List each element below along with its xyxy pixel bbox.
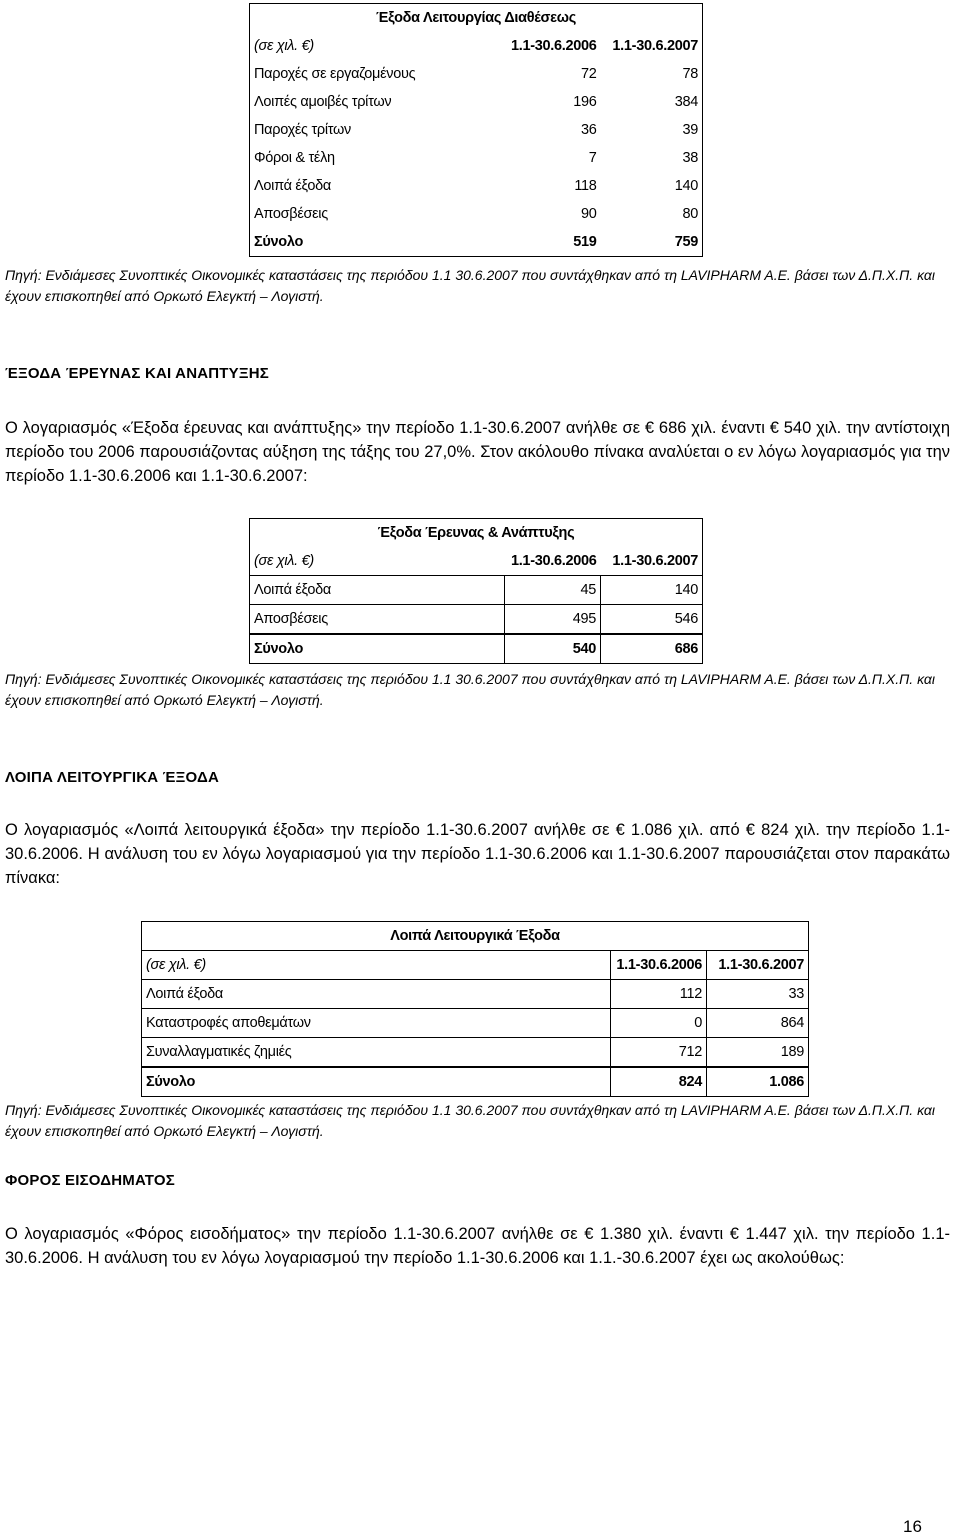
table-row: Παροχές τρίτων 36 39: [250, 116, 703, 144]
table-row: Λοιπά έξοδα 112 33: [142, 980, 809, 1009]
table-title: Έξοδα Λειτουργίας Διαθέσεως: [250, 4, 703, 33]
table-row: Αποσβέσεις 90 80: [250, 200, 703, 228]
page-number: 16: [903, 1517, 922, 1536]
col-header-2007: 1.1-30.6.2007: [707, 951, 809, 980]
total-row: Σύνολο 824 1.086: [142, 1067, 809, 1097]
unit-label: (σε χιλ. €): [250, 547, 505, 576]
paragraph-other-operating: Ο λογαριασμός «Λοιπά λειτουργικά έξοδα» την περίοδο 1.1-30.6.2007 ανήλθε σε € 1.086 χιλ. από € 824 χιλ. την περίοδο 1.1-30.6.2006. Η ανάλυση του εν λόγω λογαριασμού για την περίοδο 1.1-30.6.2006 και 1.1-30.6.2007 παρουσιάζεται στον παρακάτω πίνακα:: [5, 821, 950, 887]
col-header-2007: 1.1-30.6.2007: [601, 32, 703, 60]
table-title: Λοιπά Λειτουργικά Έξοδα: [142, 922, 809, 951]
section-heading-rd: ΈΞΟΔΑ ΈΡΕΥΝΑΣ ΚΑΙ ΑΝΑΠΤΥΞΗΣ: [5, 365, 269, 382]
source-note: Πηγή: Ενδιάμεσες Συνοπτικές Οικονομικές καταστάσεις της περιόδου 1.1 30.6.2007 που συντάχθηκαν από τη LAVIPHARM A.E. βάσει των Δ.Π.Χ.Π. και έχουν επισκοπηθεί από Ορκωτό Ελεγκτή – Λογιστή.: [5, 671, 935, 708]
source-note: Πηγή: Ενδιάμεσες Συνοπτικές Οικονομικές καταστάσεις της περιόδου 1.1 30.6.2007 που συντάχθηκαν από τη LAVIPHARM A.E. βάσει των Δ.Π.Χ.Π. και έχουν επισκοπηθεί από Ορκωτό Ελεγκτή – Λογιστή.: [5, 267, 935, 304]
table-other-operating-expenses: [141, 921, 809, 1097]
col-header-2006: 1.1-30.6.2006: [510, 553, 597, 569]
unit-label: (σε χιλ. €): [250, 32, 505, 60]
section-heading-other-operating: ΛΟΙΠΑ ΛΕΙΤΟΥΡΓΙΚΑ ΈΞΟΔΑ: [5, 769, 219, 786]
total-row: Σύνολο 519 759: [250, 228, 703, 257]
section-heading-income-tax: ΦΟΡΟΣ ΕΙΣΟΔΗΜΑΤΟΣ: [5, 1172, 175, 1189]
table-row: Λοιπές αμοιβές τρίτων 196 384: [250, 88, 703, 116]
table-row: Λοιπά έξοδα 45 140: [250, 576, 703, 605]
table-row: Καταστροφές αποθεμάτων 0 864: [142, 1009, 809, 1038]
table-research-development-expenses: [249, 518, 703, 664]
col-header-2006: 1.1-30.6.2006: [510, 38, 597, 54]
source-note: Πηγή: Ενδιάμεσες Συνοπτικές Οικονομικές καταστάσεις της περιόδου 1.1 30.6.2007 που συντάχθηκαν από τη LAVIPHARM A.E. βάσει των Δ.Π.Χ.Π. και έχουν επισκοπηθεί από Ορκωτό Ελεγκτή – Λογιστή.: [5, 1102, 935, 1139]
total-row: Σύνολο 540 686: [250, 634, 703, 664]
table-row: Αποσβέσεις 495 546: [250, 605, 703, 635]
table-row: Συναλλαγματικές ζημιές 712 189: [142, 1038, 809, 1068]
table-operating-distribution-expenses: [249, 3, 703, 257]
col-header-2006: 1.1-30.6.2006: [611, 951, 707, 980]
unit-label: (σε χιλ. €): [142, 951, 611, 980]
paragraph-rd: Ο λογαριασμός «Έξοδα έρευνας και ανάπτυξης» την περίοδο 1.1-30.6.2007 ανήλθε σε € 686 χιλ. έναντι € 540 χιλ. την αντίστοιχη περίοδο του 2006 παρουσιάζοντας αύξηση της τάξης του 27,0%. Στον ακόλουθο πίνακα αναλύεται ο εν λόγω λογαριασμός για την περίοδο 1.1-30.6.2006 και 1.1-30.6.2007:: [5, 419, 950, 485]
paragraph-income-tax: Ο λογαριασμός «Φόρος εισοδήματος» την περίοδο 1.1-30.6.2007 ανήλθε σε € 1.380 χιλ. έναντι € 1.447 χιλ. την περίοδο 1.1-30.6.2006. Η ανάλυση του εν λόγω λογαριασμού την περίοδο 1.1-30.6.2006 και 1.1.-30.6.2007 έχει ως ακολούθως:: [5, 1225, 950, 1267]
table-row: Φόροι & τέλη 7 38: [250, 144, 703, 172]
table-row: Παροχές σε εργαζομένους 72 78: [250, 60, 703, 88]
table-row: Λοιπά έξοδα 118 140: [250, 172, 703, 200]
col-header-2007: 1.1-30.6.2007: [601, 547, 703, 576]
table-title: Έξοδα Έρευνας & Ανάπτυξης: [250, 519, 703, 548]
